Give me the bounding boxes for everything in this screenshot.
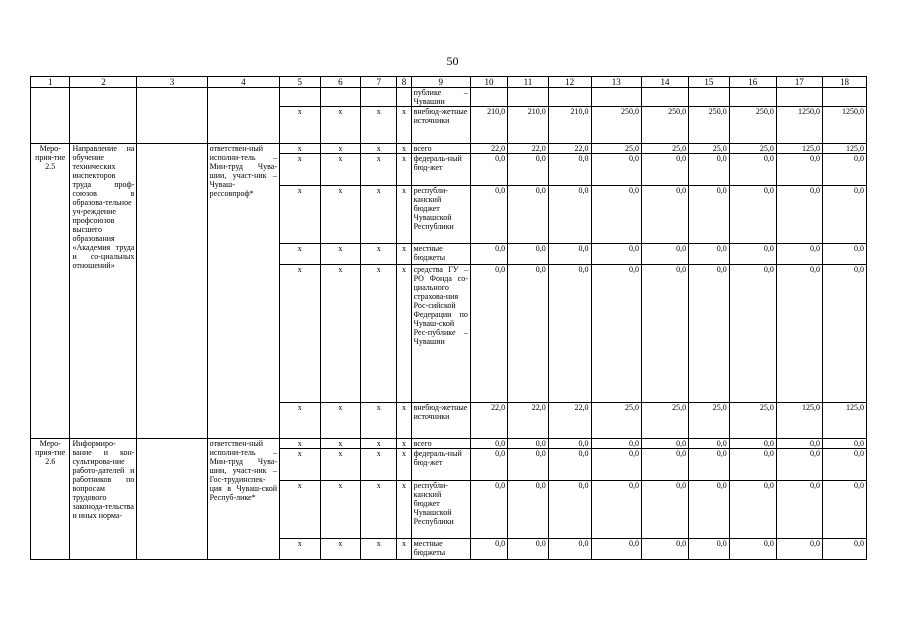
value-cell: 25,0 bbox=[689, 403, 730, 439]
funding-source: местные бюджеты bbox=[411, 244, 470, 265]
value-cell: 0,0 bbox=[548, 449, 591, 481]
column-3-cell bbox=[137, 144, 207, 439]
value-cell: 0,0 bbox=[508, 539, 549, 560]
value-cell bbox=[729, 88, 776, 107]
column-number-header: 4 bbox=[207, 77, 279, 88]
x-mark-cell: x bbox=[361, 439, 397, 449]
column-number-header: 17 bbox=[776, 77, 822, 88]
x-mark-cell bbox=[320, 88, 361, 107]
value-cell: 22,0 bbox=[470, 144, 507, 154]
value-cell bbox=[548, 88, 591, 107]
value-cell: 0,0 bbox=[729, 539, 776, 560]
value-cell: 0,0 bbox=[689, 481, 730, 539]
value-cell: 0,0 bbox=[729, 154, 776, 186]
value-cell: 0,0 bbox=[689, 449, 730, 481]
x-mark-cell: x bbox=[320, 403, 361, 439]
program-table bbox=[30, 76, 867, 560]
x-mark-cell bbox=[397, 88, 411, 107]
x-mark-cell: x bbox=[397, 481, 411, 539]
x-mark-cell: x bbox=[397, 244, 411, 265]
x-mark-cell: x bbox=[361, 481, 397, 539]
value-cell: 0,0 bbox=[591, 449, 641, 481]
value-cell: 210,0 bbox=[508, 107, 549, 144]
column-number-header: 12 bbox=[548, 77, 591, 88]
value-cell: 0,0 bbox=[729, 481, 776, 539]
measure-name bbox=[70, 88, 137, 144]
column-number-header: 16 bbox=[729, 77, 776, 88]
x-mark-cell: x bbox=[280, 539, 321, 560]
value-cell: 0,0 bbox=[548, 439, 591, 449]
value-cell: 22,0 bbox=[508, 403, 549, 439]
value-cell: 22,0 bbox=[508, 144, 549, 154]
column-number-header: 1 bbox=[31, 77, 70, 88]
value-cell: 0,0 bbox=[822, 481, 866, 539]
column-number-header: 6 bbox=[320, 77, 361, 88]
table-row bbox=[31, 439, 867, 449]
value-cell: 0,0 bbox=[591, 154, 641, 186]
value-cell: 0,0 bbox=[508, 439, 549, 449]
value-cell: 0,0 bbox=[729, 265, 776, 403]
value-cell: 0,0 bbox=[776, 265, 822, 403]
value-cell: 0,0 bbox=[548, 481, 591, 539]
measure-responsible: ответствен-ный исполни-тель – Мин-труд Чува-шии, участ-ник – Чуваш-рессовпроф* bbox=[207, 144, 279, 439]
x-mark-cell: x bbox=[397, 186, 411, 244]
funding-source: республи-канский бюджет Чувашской Республики bbox=[411, 186, 470, 244]
value-cell: 0,0 bbox=[822, 449, 866, 481]
x-mark-cell: x bbox=[361, 265, 397, 403]
x-mark-cell: x bbox=[361, 144, 397, 154]
value-cell: 25,0 bbox=[591, 144, 641, 154]
value-cell: 0,0 bbox=[591, 265, 641, 403]
value-cell: 0,0 bbox=[641, 244, 688, 265]
value-cell: 0,0 bbox=[508, 481, 549, 539]
value-cell: 0,0 bbox=[591, 186, 641, 244]
funding-source: средства ГУ – РО Фонда со-циального страхова-ния Рос-сийской Федерации по Чуваш-ской Рес-публике – Чувашии bbox=[411, 265, 470, 403]
x-mark-cell: x bbox=[280, 265, 321, 403]
x-mark-cell: x bbox=[280, 107, 321, 144]
value-cell: 0,0 bbox=[689, 439, 730, 449]
value-cell bbox=[776, 88, 822, 107]
value-cell: 0,0 bbox=[776, 449, 822, 481]
value-cell: 25,0 bbox=[641, 144, 688, 154]
funding-source: всего bbox=[411, 144, 470, 154]
value-cell: 25,0 bbox=[689, 144, 730, 154]
value-cell: 0,0 bbox=[548, 539, 591, 560]
value-cell: 0,0 bbox=[508, 186, 549, 244]
value-cell: 0,0 bbox=[641, 539, 688, 560]
value-cell: 0,0 bbox=[776, 481, 822, 539]
value-cell: 125,0 bbox=[822, 403, 866, 439]
page-number: 50 bbox=[446, 54, 459, 68]
x-mark-cell: x bbox=[397, 403, 411, 439]
value-cell: 0,0 bbox=[548, 244, 591, 265]
column-number-header: 10 bbox=[470, 77, 507, 88]
value-cell: 0,0 bbox=[508, 265, 549, 403]
value-cell: 0,0 bbox=[689, 154, 730, 186]
column-number-header: 15 bbox=[689, 77, 730, 88]
header-row bbox=[31, 77, 867, 88]
value-cell: 0,0 bbox=[548, 186, 591, 244]
column-number-header: 2 bbox=[70, 77, 137, 88]
x-mark-cell: x bbox=[320, 154, 361, 186]
x-mark-cell: x bbox=[397, 449, 411, 481]
funding-source: внебюд-жетные источники bbox=[411, 107, 470, 144]
x-mark-cell: x bbox=[320, 449, 361, 481]
value-cell: 0,0 bbox=[470, 244, 507, 265]
value-cell: 250,0 bbox=[591, 107, 641, 144]
value-cell: 250,0 bbox=[641, 107, 688, 144]
value-cell: 0,0 bbox=[729, 439, 776, 449]
value-cell: 250,0 bbox=[729, 107, 776, 144]
column-number-header: 14 bbox=[641, 77, 688, 88]
value-cell: 22,0 bbox=[548, 403, 591, 439]
value-cell: 0,0 bbox=[729, 244, 776, 265]
x-mark-cell: x bbox=[361, 186, 397, 244]
value-cell: 0,0 bbox=[641, 449, 688, 481]
x-mark-cell: x bbox=[280, 186, 321, 244]
value-cell bbox=[689, 88, 730, 107]
column-number-header: 5 bbox=[280, 77, 321, 88]
measure-name: Направление на обучение технических инспекторов труда проф-союзов в образова-тельное уч-реждение профсоюзов высшего образования «Академия труда и со-циальных отношений» bbox=[70, 144, 137, 439]
value-cell: 0,0 bbox=[776, 244, 822, 265]
value-cell: 0,0 bbox=[470, 439, 507, 449]
value-cell: 0,0 bbox=[822, 539, 866, 560]
value-cell: 0,0 bbox=[641, 439, 688, 449]
column-number-header: 18 bbox=[822, 77, 866, 88]
value-cell: 125,0 bbox=[776, 403, 822, 439]
value-cell: 0,0 bbox=[689, 539, 730, 560]
x-mark-cell bbox=[361, 88, 397, 107]
value-cell: 22,0 bbox=[470, 403, 507, 439]
value-cell: 25,0 bbox=[729, 144, 776, 154]
x-mark-cell: x bbox=[397, 439, 411, 449]
value-cell: 25,0 bbox=[591, 403, 641, 439]
x-mark-cell: x bbox=[397, 144, 411, 154]
x-mark-cell: x bbox=[361, 107, 397, 144]
value-cell bbox=[822, 88, 866, 107]
x-mark-cell: x bbox=[320, 265, 361, 403]
x-mark-cell: x bbox=[320, 107, 361, 144]
value-cell bbox=[641, 88, 688, 107]
value-cell: 22,0 bbox=[548, 144, 591, 154]
value-cell: 0,0 bbox=[776, 186, 822, 244]
table-row bbox=[31, 88, 867, 107]
value-cell: 0,0 bbox=[470, 265, 507, 403]
value-cell: 0,0 bbox=[508, 154, 549, 186]
value-cell bbox=[508, 88, 549, 107]
value-cell: 0,0 bbox=[822, 265, 866, 403]
measure-responsible: ответствен-ный исполни-тель – Мин-труд Чува-шии, участ-ник – Гос-трудинспек-ция в Чуваш-ской Респуб-лике* bbox=[207, 439, 279, 560]
value-cell: 0,0 bbox=[641, 265, 688, 403]
value-cell: 0,0 bbox=[470, 154, 507, 186]
funding-source: всего bbox=[411, 439, 470, 449]
value-cell: 250,0 bbox=[689, 107, 730, 144]
value-cell: 125,0 bbox=[776, 144, 822, 154]
value-cell: 0,0 bbox=[508, 449, 549, 481]
value-cell: 0,0 bbox=[689, 244, 730, 265]
x-mark-cell: x bbox=[320, 481, 361, 539]
column-3-cell bbox=[137, 88, 207, 144]
x-mark-cell: x bbox=[397, 107, 411, 144]
measure-code bbox=[31, 88, 70, 144]
funding-source: внебюд-жетные источники bbox=[411, 403, 470, 439]
x-mark-cell: x bbox=[280, 244, 321, 265]
funding-source: федераль-ный бюд-жет bbox=[411, 154, 470, 186]
x-mark-cell: x bbox=[280, 403, 321, 439]
value-cell bbox=[591, 88, 641, 107]
value-cell: 25,0 bbox=[729, 403, 776, 439]
x-mark-cell: x bbox=[320, 186, 361, 244]
value-cell: 1250,0 bbox=[776, 107, 822, 144]
value-cell: 210,0 bbox=[548, 107, 591, 144]
value-cell: 210,0 bbox=[470, 107, 507, 144]
value-cell: 0,0 bbox=[470, 539, 507, 560]
x-mark-cell: x bbox=[361, 244, 397, 265]
x-mark-cell: x bbox=[361, 449, 397, 481]
column-number-header: 7 bbox=[361, 77, 397, 88]
value-cell: 0,0 bbox=[776, 539, 822, 560]
column-3-cell bbox=[137, 439, 207, 560]
measure-code: Меро-прия-тие 2.5 bbox=[31, 144, 70, 439]
funding-source: публике – Чувашии bbox=[411, 88, 470, 107]
x-mark-cell: x bbox=[361, 539, 397, 560]
column-number-header: 11 bbox=[508, 77, 549, 88]
column-number-header: 8 bbox=[397, 77, 411, 88]
x-mark-cell bbox=[280, 88, 321, 107]
value-cell: 0,0 bbox=[689, 265, 730, 403]
value-cell: 0,0 bbox=[470, 186, 507, 244]
value-cell: 0,0 bbox=[591, 439, 641, 449]
x-mark-cell: x bbox=[320, 539, 361, 560]
value-cell: 0,0 bbox=[591, 244, 641, 265]
value-cell: 0,0 bbox=[641, 154, 688, 186]
value-cell: 0,0 bbox=[508, 244, 549, 265]
x-mark-cell: x bbox=[397, 154, 411, 186]
measure-code: Меро-прия-тие 2.6 bbox=[31, 439, 70, 560]
column-number-header: 9 bbox=[411, 77, 470, 88]
value-cell: 0,0 bbox=[822, 154, 866, 186]
funding-source: местные бюджеты bbox=[411, 539, 470, 560]
measure-responsible bbox=[207, 88, 279, 144]
value-cell: 0,0 bbox=[470, 481, 507, 539]
x-mark-cell: x bbox=[320, 144, 361, 154]
x-mark-cell: x bbox=[361, 154, 397, 186]
value-cell: 25,0 bbox=[641, 403, 688, 439]
x-mark-cell: x bbox=[280, 449, 321, 481]
value-cell: 0,0 bbox=[729, 449, 776, 481]
column-number-header: 3 bbox=[137, 77, 207, 88]
measure-name: Информиро-вание и кон-сультирова-ние работо-дателей и работников по вопросам трудового законода-тельства и иных норма- bbox=[70, 439, 137, 560]
value-cell: 0,0 bbox=[641, 186, 688, 244]
value-cell: 0,0 bbox=[776, 154, 822, 186]
value-cell: 0,0 bbox=[591, 539, 641, 560]
x-mark-cell: x bbox=[397, 265, 411, 403]
value-cell: 125,0 bbox=[822, 144, 866, 154]
value-cell: 0,0 bbox=[822, 439, 866, 449]
value-cell bbox=[470, 88, 507, 107]
x-mark-cell: x bbox=[397, 539, 411, 560]
x-mark-cell: x bbox=[280, 154, 321, 186]
value-cell: 0,0 bbox=[822, 186, 866, 244]
x-mark-cell: x bbox=[320, 439, 361, 449]
value-cell: 0,0 bbox=[729, 186, 776, 244]
value-cell: 0,0 bbox=[776, 439, 822, 449]
x-mark-cell: x bbox=[280, 481, 321, 539]
value-cell: 0,0 bbox=[641, 481, 688, 539]
value-cell: 1250,0 bbox=[822, 107, 866, 144]
x-mark-cell: x bbox=[280, 439, 321, 449]
x-mark-cell: x bbox=[320, 244, 361, 265]
value-cell: 0,0 bbox=[591, 481, 641, 539]
value-cell: 0,0 bbox=[470, 449, 507, 481]
x-mark-cell: x bbox=[280, 144, 321, 154]
value-cell: 0,0 bbox=[548, 154, 591, 186]
table-row bbox=[31, 144, 867, 154]
value-cell: 0,0 bbox=[689, 186, 730, 244]
value-cell: 0,0 bbox=[822, 244, 866, 265]
column-number-header: 13 bbox=[591, 77, 641, 88]
x-mark-cell: x bbox=[361, 403, 397, 439]
funding-source: республи-канский бюджет Чувашской Республики bbox=[411, 481, 470, 539]
funding-source: федераль-ный бюд-жет bbox=[411, 449, 470, 481]
value-cell: 0,0 bbox=[548, 265, 591, 403]
